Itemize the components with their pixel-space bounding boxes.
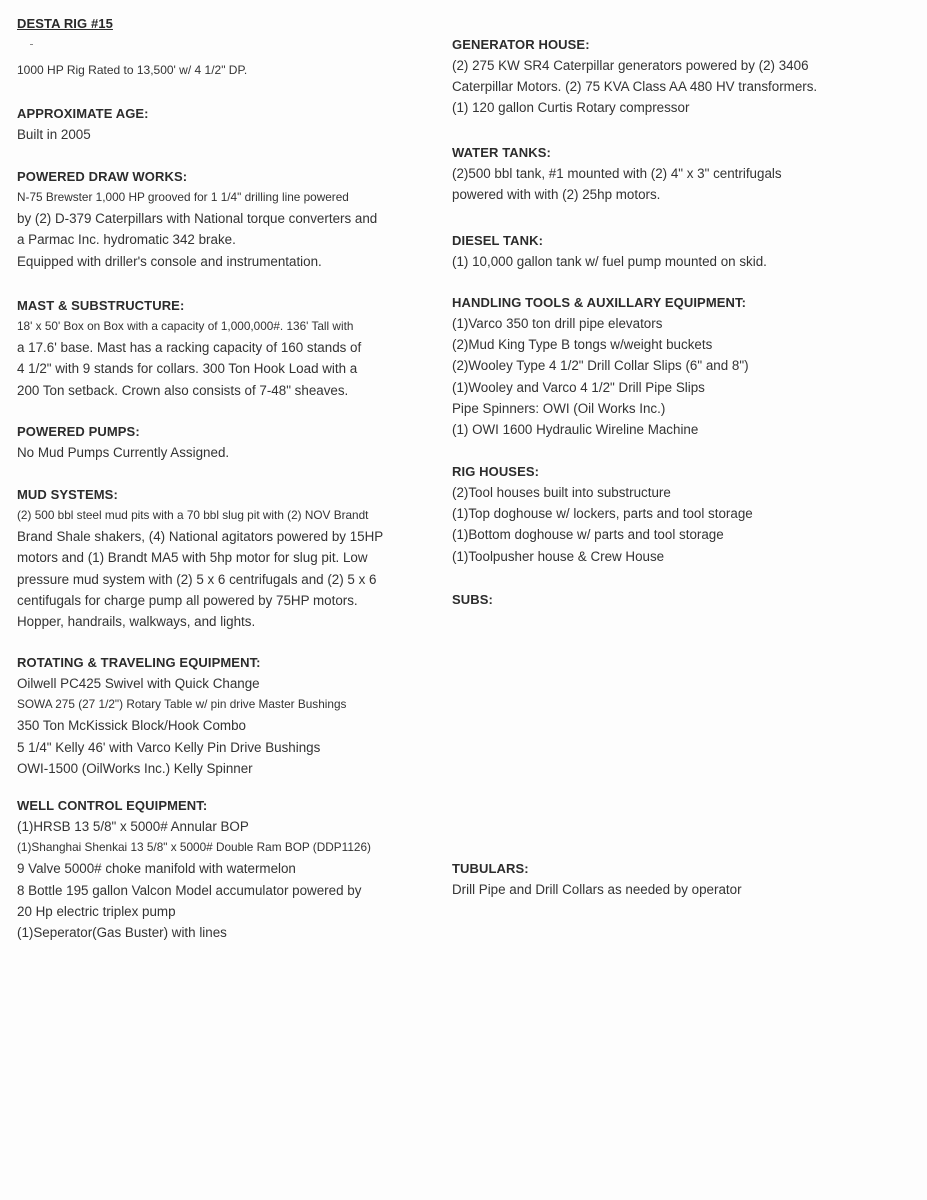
section-heading: MUD SYSTEMS: [17, 487, 118, 502]
section-heading: DIESEL TANK: [452, 233, 544, 248]
section-line: motors and (1) Brandt MA5 with 5hp motor for slug pit. Low [17, 550, 368, 566]
section-rig-houses [452, 461, 912, 567]
rig-rating-intro: 1000 HP Rig Rated to 13,500' w/ 4 1/2" DP. [17, 63, 248, 77]
section-line: Oilwell PC425 Swivel with Quick Change [17, 676, 260, 691]
section-line: 8 Bottle 195 gallon Valcon Model accumulator powered by [17, 882, 362, 898]
section-line: (2)500 bbl tank, #1 mounted with (2) 4" x 3" centrifugals [452, 166, 782, 181]
section-line: (1)Top doghouse w/ lockers, parts and tool storage [452, 506, 753, 522]
section-line: Hopper, handrails, walkways, and lights. [17, 614, 256, 630]
section-line: 350 Ton McKissick Block/Hook Combo [17, 718, 246, 734]
section-line: (2) 275 KW SR4 Caterpillar generators powered by (2) 3406 [452, 58, 809, 73]
section-handling-tools [452, 292, 912, 440]
section-heading: WELL CONTROL EQUIPMENT: [17, 798, 208, 813]
section-heading: TUBULARS: [452, 861, 529, 876]
section-line: (1)Wooley and Varco 4 1/2" Drill Pipe Slips [452, 379, 705, 395]
section-mud-systems [17, 484, 437, 632]
section-diesel-tank [452, 230, 912, 272]
section-line: 18' x 50' Box on Box with a capacity of 1,000,000#. 136' Tall with [17, 319, 354, 333]
section-line: powered with with (2) 25hp motors. [452, 187, 661, 203]
section-line: (1)Shanghai Shenkai 13 5/8" x 5000# Double Ram BOP (DDP1126) [17, 840, 371, 855]
section-heading: POWERED PUMPS: [17, 424, 140, 439]
section-powered-draw-works [17, 166, 437, 272]
section-line: (1) 10,000 gallon tank w/ fuel pump mounted on skid. [452, 254, 767, 269]
section-line: centifugals for charge pump all powered by 75HP motors. [17, 592, 358, 608]
section-line: (1)HRSB 13 5/8" x 5000# Annular BOP [17, 819, 249, 834]
section-line: 9 Valve 5000# choke manifold with watermelon [17, 861, 296, 877]
section-heading: HANDLING TOOLS & AUXILLARY EQUIPMENT: [452, 295, 747, 310]
section-line: (2)Tool houses built into substructure [452, 485, 671, 500]
document-title: DESTA RIG #15 [17, 16, 113, 31]
section-line: Drill Pipe and Drill Collars as needed by operator [452, 882, 742, 897]
section-line: (1)Toolpusher house & Crew House [452, 548, 665, 564]
section-subs [452, 589, 912, 610]
section-heading: POWERED DRAW WORKS: [17, 169, 188, 184]
section-well-control [17, 795, 437, 943]
section-line: Built in 2005 [17, 127, 91, 142]
section-line: (1) OWI 1600 Hydraulic Wireline Machine [452, 422, 699, 438]
section-line: Caterpillar Motors. (2) 75 KVA Class AA 480 HV transformers. [452, 79, 818, 95]
section-line: pressure mud system with (2) 5 x 6 centrifugals and (2) 5 x 6 [17, 571, 377, 587]
section-heading: ROTATING & TRAVELING EQUIPMENT: [17, 655, 261, 670]
section-line: (1) 120 gallon Curtis Rotary compressor [452, 100, 690, 116]
section-heading: GENERATOR HOUSE: [452, 37, 590, 52]
section-water-tanks [452, 142, 912, 205]
section-line: (2) 500 bbl steel mud pits with a 70 bbl slug pit with (2) NOV Brandt [17, 508, 369, 522]
section-heading: WATER TANKS: [452, 145, 551, 160]
section-heading: SUBS: [452, 592, 493, 607]
section-line: OWI-1500 (OilWorks Inc.) Kelly Spinner [17, 760, 253, 776]
section-line: No Mud Pumps Currently Assigned. [17, 445, 230, 460]
section-line: (1)Bottom doghouse w/ parts and tool storage [452, 527, 724, 543]
section-approximate-age [17, 103, 437, 145]
section-line: (1)Varco 350 ton drill pipe elevators [452, 316, 663, 331]
section-tubulars [452, 858, 912, 900]
section-powered-pumps [17, 421, 437, 463]
section-line: (2)Mud King Type B tongs w/weight buckets [452, 337, 713, 353]
section-rotating-traveling [17, 652, 437, 779]
section-line: 200 Ton setback. Crown also consists of 7-48" sheaves. [17, 382, 349, 398]
section-line: 4 1/2" with 9 stands for collars. 300 Ton Hook Load with a [17, 361, 358, 377]
section-line: Brand Shale shakers, (4) National agitators powered by 15HP [17, 529, 384, 545]
section-line: SOWA 275 (27 1/2") Rotary Table w/ pin drive Master Bushings [17, 697, 347, 712]
scan-speck [30, 44, 33, 45]
section-line: N-75 Brewster 1,000 HP grooved for 1 1/4" drilling line powered [17, 190, 349, 204]
section-line: 20 Hp electric triplex pump [17, 903, 176, 919]
section-heading: APPROXIMATE AGE: [17, 106, 149, 121]
section-heading: MAST & SUBSTRUCTURE: [17, 298, 185, 313]
section-line: a 17.6' base. Mast has a racking capacity of 160 stands of [17, 340, 362, 356]
section-line: a Parmac Inc. hydromatic 342 brake. [17, 232, 236, 248]
section-line: Equipped with driller's console and instrumentation. [17, 253, 322, 269]
section-mast-substructure [17, 295, 437, 401]
section-line: by (2) D-379 Caterpillars with National torque converters and [17, 211, 378, 227]
section-heading: RIG HOUSES: [452, 464, 540, 479]
section-line: Pipe Spinners: OWI (Oil Works Inc.) [452, 400, 666, 416]
section-line: (2)Wooley Type 4 1/2" Drill Collar Slips (6" and 8") [452, 358, 749, 374]
section-line: (1)Seperator(Gas Buster) with lines [17, 925, 227, 941]
section-line: 5 1/4" Kelly 46' with Varco Kelly Pin Drive Bushings [17, 739, 321, 755]
section-generator-house [452, 34, 912, 119]
